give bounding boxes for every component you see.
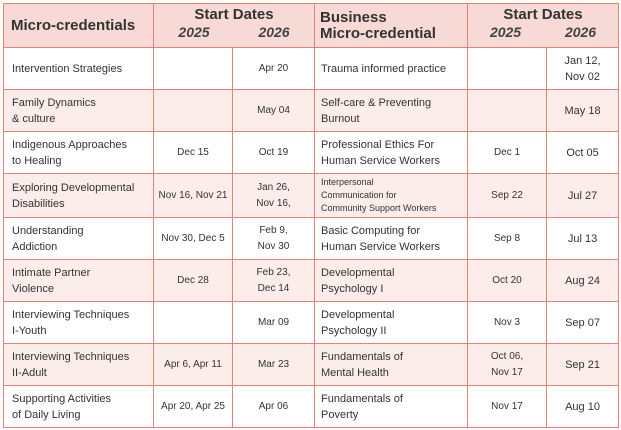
cell-line: Oct 19	[258, 146, 289, 158]
course-date-2025-cell	[154, 174, 233, 218]
business-date-2026-cell	[547, 48, 619, 90]
cell-line: Nov 16, Nov 21	[158, 189, 228, 201]
course-date-2025-cell	[154, 218, 233, 260]
cell-line: Nov 16,	[256, 197, 291, 209]
cell-line: Oct 06,	[490, 350, 524, 362]
table-row	[4, 132, 619, 174]
course-date-2026-cell	[233, 302, 315, 344]
cell-line: Jul 27	[567, 189, 598, 202]
cell-line: Oct 05	[566, 146, 599, 159]
header-year-2025-right: 2025	[489, 24, 522, 40]
cell-line: Sep 07	[565, 316, 600, 329]
cell-line: Apr 06	[258, 400, 289, 412]
cell-line: Violence	[12, 282, 54, 295]
course-date-2025-cell	[154, 344, 233, 386]
cell-line: Understanding	[12, 224, 84, 237]
course-date-2026-cell	[233, 48, 315, 90]
cell-line: Professional Ethics For	[321, 138, 435, 151]
business-name-cell	[315, 344, 468, 386]
business-name-cell	[315, 260, 468, 302]
cell-line: Human Service Workers	[321, 240, 441, 253]
business-date-2026-cell	[547, 260, 619, 302]
course-name-cell	[4, 302, 154, 344]
cell-line: Dec 28	[177, 274, 209, 286]
schedule-table-wrapper	[3, 3, 619, 428]
table-row	[4, 48, 619, 90]
table-body	[4, 48, 619, 428]
business-name-cell	[315, 386, 468, 428]
cell-line: Sep 8	[493, 232, 521, 244]
header-micro-credentials: Micro-credentials	[4, 4, 154, 48]
cell-line: Sep 21	[565, 358, 600, 371]
business-name-cell	[315, 218, 468, 260]
business-name-cell	[315, 48, 468, 90]
cell-line: & culture	[12, 112, 56, 125]
cell-line: Disabilities	[12, 197, 65, 210]
cell-line: Dec 1	[493, 146, 521, 158]
table-row	[4, 302, 619, 344]
business-date-2026-cell	[547, 90, 619, 132]
cell-line: Mental Health	[321, 366, 389, 379]
cell-line: Intervention Strategies	[12, 62, 123, 75]
table-row	[4, 218, 619, 260]
header-business-line1: Business	[320, 8, 387, 26]
business-date-2025-cell	[468, 260, 547, 302]
course-name-cell	[4, 260, 154, 302]
cell-line: Fundamentals of	[321, 392, 403, 405]
cell-line: Psychology II	[321, 324, 387, 337]
table-row	[4, 260, 619, 302]
business-date-2026-cell	[547, 132, 619, 174]
cell-line: Jan 12,	[564, 54, 601, 67]
business-name-cell	[315, 132, 468, 174]
cell-line: Burnout	[321, 112, 360, 125]
table-row	[4, 90, 619, 132]
business-date-2025-cell	[468, 386, 547, 428]
cell-line: to Healing	[12, 154, 62, 167]
cell-line: Jan 26,	[257, 181, 290, 193]
cell-line: Apr 6, Apr 11	[164, 358, 222, 370]
table-row	[4, 386, 619, 428]
business-date-2025-cell	[468, 218, 547, 260]
course-date-2026-cell	[233, 386, 315, 428]
cell-line: Exploring Developmental	[12, 181, 135, 194]
cell-line: Jul 13	[567, 232, 598, 245]
course-date-2025-cell	[154, 48, 233, 90]
cell-line: Fundamentals of	[321, 350, 403, 363]
cell-line: Aug 10	[565, 400, 600, 413]
header-row	[4, 4, 619, 48]
cell-line: Supporting Activities	[12, 392, 112, 405]
business-date-2025-cell	[468, 90, 547, 132]
cell-line: Developmental	[321, 308, 395, 321]
table-row	[4, 344, 619, 386]
schedule-table	[3, 3, 619, 428]
course-date-2025-cell	[154, 302, 233, 344]
cell-line: Community Support Workers	[321, 203, 437, 213]
cell-line: Aug 24	[565, 274, 600, 287]
header-start-dates-right	[468, 4, 619, 48]
business-name-cell	[315, 302, 468, 344]
course-date-2025-cell	[154, 260, 233, 302]
course-name-cell	[4, 386, 154, 428]
course-name-cell	[4, 218, 154, 260]
business-date-2026-cell	[547, 218, 619, 260]
cell-line: Apr 20, Apr 25	[161, 400, 225, 412]
cell-line: Self-care & Preventing	[321, 96, 432, 109]
cell-line: II-Adult	[12, 366, 47, 379]
course-date-2026-cell	[233, 260, 315, 302]
header-start-dates-left	[154, 4, 315, 48]
business-date-2026-cell	[547, 386, 619, 428]
cell-line: Psychology I	[321, 282, 384, 295]
cell-line: Poverty	[321, 408, 359, 421]
cell-line: Oct 20	[492, 274, 522, 286]
course-date-2026-cell	[233, 344, 315, 386]
business-date-2026-cell	[547, 344, 619, 386]
header-year-2026: 2026	[258, 24, 290, 40]
cell-line: I-Youth	[12, 324, 47, 337]
cell-line: Nov 17	[491, 400, 523, 412]
header-year-2025: 2025	[178, 24, 210, 40]
cell-line: Interviewing Techniques	[12, 350, 130, 363]
course-date-2025-cell	[154, 132, 233, 174]
cell-line: Basic Computing for	[321, 224, 421, 237]
course-date-2026-cell	[233, 218, 315, 260]
cell-line: Mar 23	[257, 358, 290, 370]
course-name-cell	[4, 344, 154, 386]
business-date-2026-cell	[547, 302, 619, 344]
cell-line: Mar 09	[257, 316, 290, 328]
cell-line: Sep 22	[491, 189, 523, 201]
cell-line: Nov 3	[493, 316, 521, 328]
cell-line: Nov 17	[491, 366, 523, 378]
header-business-line2: Micro-credential	[320, 24, 436, 42]
course-date-2026-cell	[233, 132, 315, 174]
course-date-2025-cell	[154, 386, 233, 428]
cell-line: Indigenous Approaches	[12, 138, 127, 151]
course-name-cell	[4, 90, 154, 132]
course-name-cell	[4, 48, 154, 90]
business-date-2026-cell	[547, 174, 619, 218]
header-year-2026-right: 2026	[564, 24, 597, 40]
cell-line: Nov 02	[565, 70, 600, 83]
business-date-2025-cell	[468, 48, 547, 90]
header-business-micro-credential	[315, 4, 468, 48]
header-start-dates-label-right: Start Dates	[503, 6, 583, 23]
cell-line: Dec 14	[257, 282, 290, 294]
cell-line: Dec 15	[177, 146, 209, 158]
table-row	[4, 174, 619, 218]
cell-line: Feb 23,	[256, 266, 291, 278]
cell-line: Communication for	[321, 190, 397, 200]
business-date-2025-cell	[468, 132, 547, 174]
cell-line: Interviewing Techniques	[12, 308, 130, 321]
cell-line: Nov 30	[257, 240, 290, 252]
header-start-dates-label: Start Dates	[194, 6, 274, 23]
cell-line: Nov 30, Dec 5	[161, 232, 225, 244]
cell-line: Feb 9,	[259, 224, 288, 236]
business-name-cell	[315, 174, 468, 218]
course-name-cell	[4, 174, 154, 218]
business-name-cell	[315, 90, 468, 132]
cell-line: Developmental	[321, 266, 395, 279]
course-name-cell	[4, 132, 154, 174]
cell-line: Interpersonal	[321, 177, 374, 187]
course-date-2025-cell	[154, 90, 233, 132]
course-date-2026-cell	[233, 90, 315, 132]
cell-line: Apr 20	[258, 62, 289, 74]
cell-line: May 18	[564, 104, 601, 117]
cell-line: Family Dynamics	[12, 96, 96, 109]
cell-line: Human Service Workers	[321, 154, 441, 167]
cell-line: May 04	[257, 104, 290, 116]
business-date-2025-cell	[468, 344, 547, 386]
cell-line: of Daily Living	[12, 408, 81, 421]
course-date-2026-cell	[233, 174, 315, 218]
cell-line: Trauma informed practice	[321, 62, 446, 75]
cell-line: Addiction	[12, 240, 58, 253]
cell-line: Intimate Partner	[12, 266, 91, 279]
business-date-2025-cell	[468, 302, 547, 344]
business-date-2025-cell	[468, 174, 547, 218]
